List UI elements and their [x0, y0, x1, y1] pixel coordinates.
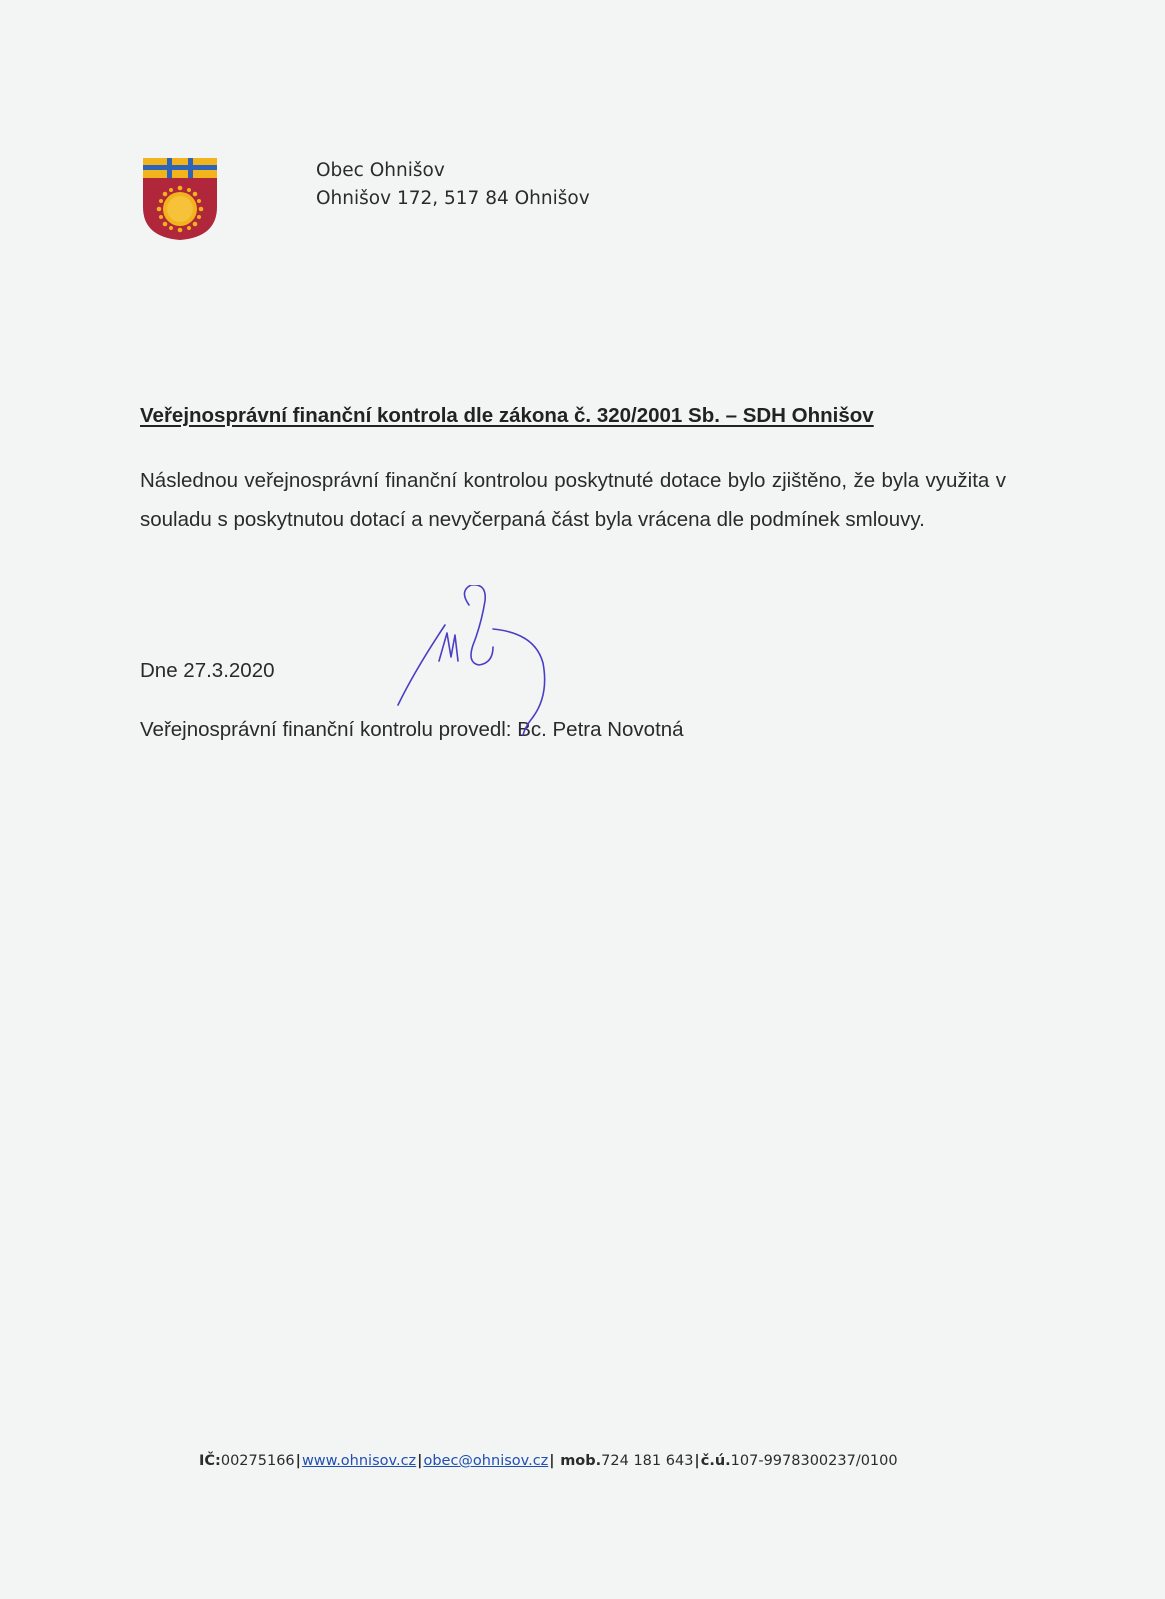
letterhead	[316, 157, 590, 213]
body-paragraph: Následnou veřejnosprávní finanční kontrolou poskytnuté dotace bylo zjištěno, že byla využita v souladu s poskytnutou dotací a nevyčerpaná část byla vrácena dle podmínek smlouvy.	[140, 469, 1006, 531]
account-value: 107-9978300237/0100	[730, 1453, 898, 1469]
mob-label: mob.	[560, 1453, 602, 1469]
mob-value: 724 181 643	[601, 1453, 694, 1469]
website-link[interactable]: www.ohnisov.cz	[301, 1453, 417, 1469]
email-link[interactable]: obec@ohnisov.cz	[423, 1453, 549, 1469]
coat-of-arms-icon	[142, 157, 218, 241]
footer-contact-line: IČ:00275166|www.ohnisov.cz|obec@ohnisov.cz| mob.724 181 643|č.ú.107-9978300237/0100	[199, 1453, 898, 1469]
document-date: Dne 27.3.2020	[140, 659, 275, 682]
ic-label: IČ:	[199, 1453, 221, 1469]
account-label: č.ú.	[700, 1453, 731, 1469]
municipality-address: Ohnišov 172, 517 84 Ohnišov	[316, 188, 590, 209]
ic-value: 00275166	[220, 1453, 295, 1469]
document-heading: Veřejnosprávní finanční kontrola dle zákona č. 320/2001 Sb. – SDH Ohnišov	[140, 404, 874, 427]
municipality-name: Obec Ohnišov	[316, 160, 445, 181]
performed-by: Veřejnosprávní finanční kontrolu provedl: Bc. Petra Novotná	[140, 718, 684, 741]
signature-icon	[395, 585, 565, 745]
